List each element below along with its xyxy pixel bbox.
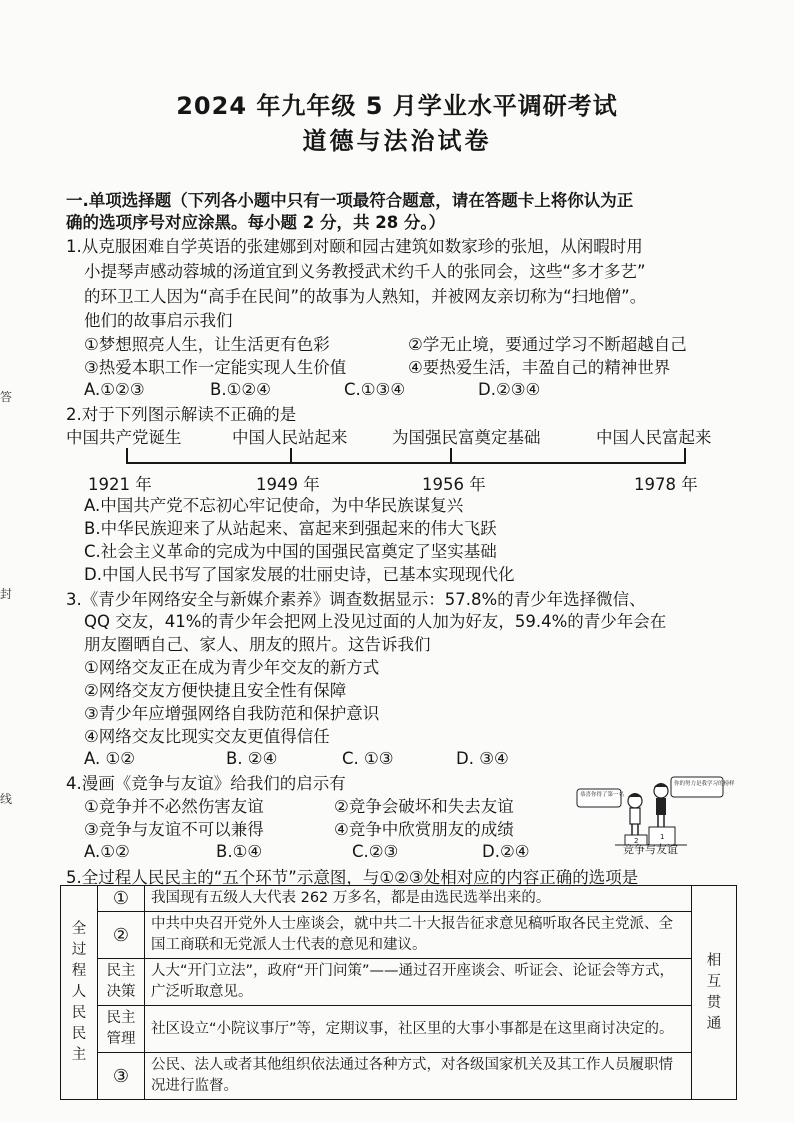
- q1-stem-line: 的环卫工人因为“高手在民间”的故事为人熟知，并被网友亲切称为“扫地僧”。: [84, 287, 647, 306]
- row-label: ③: [98, 1053, 145, 1100]
- row-content: 中共中央召开党外人士座谈会，就中共二十大报告征求意见稿听取各民主党派、全国工商联和无党派人士代表的意见和建议。: [145, 912, 692, 959]
- bubble-right-text: 你的努力是我学习的榜样: [674, 781, 735, 787]
- q4-option-d: D.②④: [482, 842, 530, 861]
- q2-option-c: C.社会主义革命的完成为中国的国强民富奠定了坚实基础: [84, 542, 497, 561]
- table-row: [61, 1006, 737, 1053]
- q3-stem-line: 朋友圈晒自己、家人、朋友的照片。这告诉我们: [84, 635, 431, 654]
- margin-char-line: 线: [0, 792, 13, 806]
- q3-option-a: A. ①②: [84, 749, 136, 768]
- row-label-text: 民主管理: [106, 1010, 136, 1047]
- q2-stem: 2.对于下列图示解读不正确的是: [66, 405, 297, 424]
- figure-left-hair: [628, 793, 642, 797]
- section-heading: 一.单项选择题（下列各小题中只有一项最符合题意，请在答题卡上将你认为正: [66, 191, 634, 210]
- row-content: 公民、法人或者其他组织依法通过各种方式，对各级国家机关及其工作人员履职情况进行监督。: [145, 1053, 692, 1100]
- row-label: ①: [98, 886, 145, 912]
- q4-statement: ②竞争会破坏和失去友谊: [334, 797, 514, 816]
- section-heading-cont: 确的选项序号对应涂黑。每小题 2 分，共 28 分。）: [66, 213, 446, 232]
- q4-option-c: C.②③: [352, 842, 399, 861]
- q3-statement: ③青少年应增强网络自我防范和保护意识: [84, 704, 380, 723]
- timeline-year: 1949 年: [256, 475, 320, 494]
- q1-statement: ②学无止境，要通过学习不断超越自己: [408, 335, 687, 354]
- timeline-year: 1956 年: [422, 475, 486, 494]
- q3-statement: ④网络交友比现实交友更值得信任: [84, 727, 330, 746]
- q3-option-c: C. ①③: [342, 749, 394, 768]
- q1-option-a: A.①②③: [84, 380, 145, 399]
- left-vertical-label: 全过程人民民主: [71, 921, 87, 1063]
- q1-stem-line: 他们的故事启示我们: [84, 311, 233, 330]
- row-label-text: 民主决策: [106, 963, 136, 1000]
- q5-stem: 5.全过程人民民主的“五个环节”示意图，与①②③处相对应的内容正确的选项是: [66, 868, 639, 887]
- row-content: 我国现有五级人大代表 262 万多名，都是由选民选举出来的。: [145, 886, 692, 912]
- q1-option-c: C.①③④: [344, 380, 406, 399]
- right-label-cell: [692, 886, 737, 1100]
- bubble-left-text: 恭喜你得了第一名: [580, 792, 625, 798]
- timeline-tick: [684, 448, 686, 464]
- q3-stem-line: QQ 交友，41%的青少年会把网上没见过面的人加为好友，59.4%的青少年会在: [84, 612, 667, 631]
- timeline-tick: [126, 448, 128, 464]
- timeline-year: 1978 年: [634, 475, 698, 494]
- timeline-label: 中国人民站起来: [232, 428, 348, 447]
- q4-stem: 4.漫画《竞争与友谊》给我们的启示有: [66, 774, 346, 793]
- right-vertical-label: 相互贯通: [706, 952, 722, 1032]
- margin-char-answer: 答: [0, 390, 13, 404]
- q1-statement: ③热爱本职工作一定能实现人生价值: [84, 358, 347, 377]
- q4-option-a: A.①②: [84, 842, 130, 861]
- whole-process-democracy-table: [60, 885, 737, 1100]
- table-row: [61, 959, 737, 1006]
- q4-statement: ③竞争与友谊不可以兼得: [84, 820, 264, 839]
- q1-option-d: D.②③④: [478, 380, 541, 399]
- exam-title: 2024 年九年级 5 月学业水平调研考试: [176, 92, 618, 120]
- left-label-cell: [61, 886, 98, 1100]
- q1-stem-line: 小提琴声感动蓉城的汤道宜到义务教授武术约千人的张同会，这些“多才多艺”: [84, 262, 646, 281]
- podium-second-label: 2: [634, 837, 639, 845]
- table-row: [61, 1053, 737, 1100]
- q3-stem-line: 3.《青少年网络安全与新媒介素养》调查数据显示：57.8%的青少年选择微信、: [66, 590, 646, 609]
- margin-char-seal: 封: [0, 587, 13, 601]
- figure-left-body: [630, 808, 640, 824]
- row-label: [98, 1006, 145, 1053]
- table-row: [61, 886, 737, 912]
- timeline-label: 中国人民富起来: [596, 428, 712, 447]
- q3-statement: ①网络交友正在成为青少年交友的新方式: [84, 658, 380, 677]
- timeline-tick: [450, 448, 452, 464]
- podium-first-label: 1: [660, 833, 665, 841]
- speech-bubble-right: [671, 777, 723, 797]
- timeline-tick: [290, 448, 292, 464]
- q1-statement: ④要热爱生活，丰盈自己的精神世界: [408, 358, 671, 377]
- q2-option-d: D.中国人民书写了国家发展的壮丽史诗，已基本实现现代化: [84, 565, 515, 584]
- q4-option-b: B.①④: [216, 842, 263, 861]
- q4-statement: ④竞争中欣赏朋友的成绩: [334, 820, 514, 839]
- row-content: 社区设立“小院议事厅”等，定期议事，社区里的大事小事都是在这里商讨决定的。: [145, 1006, 692, 1053]
- timeline-axis: [126, 462, 686, 464]
- row-label: [98, 959, 145, 1006]
- q2-option-a: A.中国共产党不忘初心牢记使命，为中华民族谋复兴: [84, 496, 464, 515]
- row-content: 人大“开门立法”，政府“开门问策”——通过召开座谈会、听证会、论证会等方式，广泛听取意见。: [145, 959, 692, 1006]
- figure-right-body: [656, 798, 666, 815]
- row-label: ②: [98, 912, 145, 959]
- exam-subtitle: 道德与法治试卷: [302, 127, 492, 155]
- q2-option-b: B.中华民族迎来了从站起来、富起来到强起来的伟大飞跃: [84, 519, 497, 538]
- timeline-year: 1921 年: [88, 475, 152, 494]
- q3-statement: ②网络交友方便快捷且安全性有保障: [84, 681, 347, 700]
- q1-stem-line: 1.从克服困难自学英语的张建娜到对颐和园古建筑如数家珍的张旭，从闲暇时用: [66, 237, 643, 256]
- table-row: [61, 912, 737, 959]
- q3-option-b: B. ②④: [226, 749, 278, 768]
- q4-statement: ①竞争并不必然伤害友谊: [84, 797, 264, 816]
- timeline-label: 中国共产党诞生: [66, 428, 182, 447]
- q1-option-b: B.①②④: [210, 380, 271, 399]
- q1-statement: ①梦想照亮人生，让生活更有色彩: [84, 335, 330, 354]
- figure-right-hair: [654, 783, 668, 787]
- timeline-label: 为国强民富奠定基础: [392, 428, 541, 447]
- q3-option-d: D. ③④: [456, 749, 509, 768]
- cartoon-caption: 竞争与友谊: [623, 843, 678, 856]
